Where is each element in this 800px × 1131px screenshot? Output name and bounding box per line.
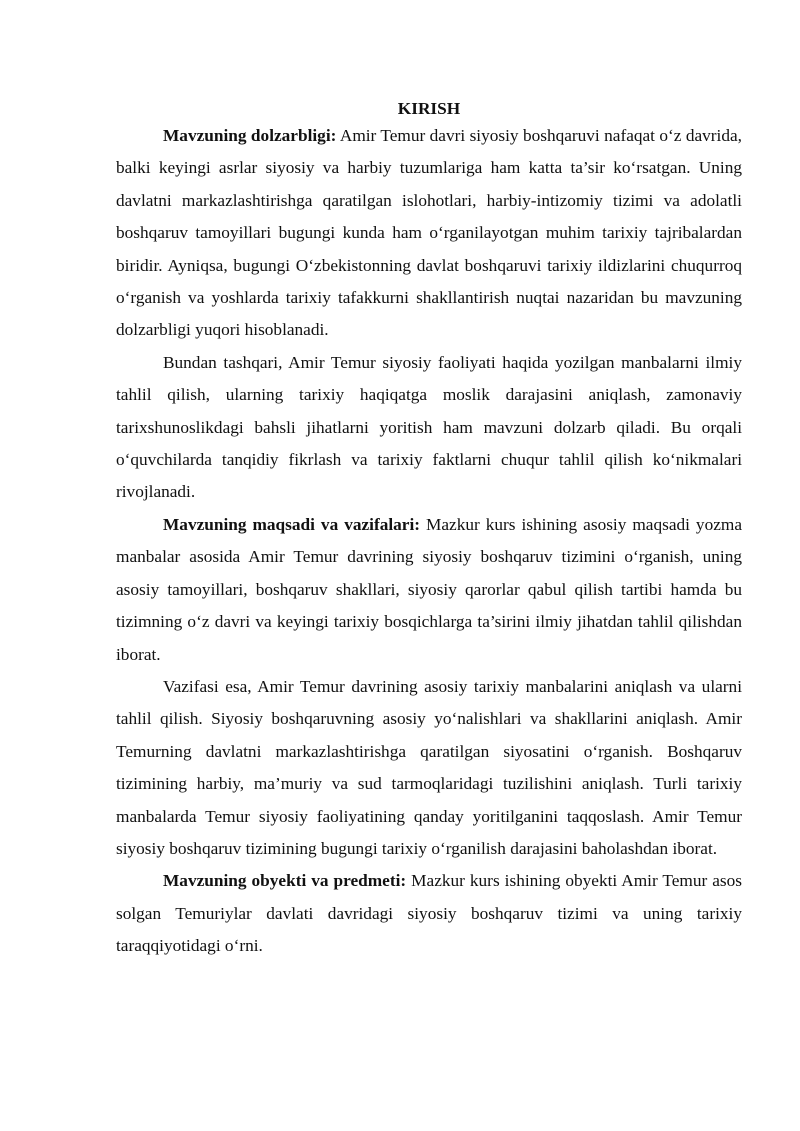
paragraph-text: Bundan tashqari, Amir Temur siyosiy faoliyati haqida yozilgan manbalarni ilmiy tahlil qilish, ularning tarixiy haqiqatga moslik darajasini aniqlash, zamonaviy tarixshunoslikdagi bahsli jihatlarni yoritish ham mavzuni dolzarb qiladi. Bu orqali o‘quvchilarda tanqidiy fikrlash va tarixiy faktlarni chuqur tahlil qilish ko‘nikmalari rivojlanadi. bbox=[116, 352, 742, 502]
paragraph-lead: Mavzuning dolzarbligi: bbox=[163, 126, 337, 145]
document-title: KIRISH bbox=[397, 99, 461, 118]
paragraph-goals bbox=[116, 509, 742, 671]
paragraph-text: Mazkur kurs ishining asosiy maqsadi yozma manbalar asosida Amir Temur davrining siyosiy boshqaruv tizimini o‘rganish, uning asosiy tamoyillari, boshqaruv shakllari, siyosiy qarorlar qabul qilish tartibi hamda bu tizimning o‘z davri va keyingi tarixiy bosqichlarga ta’sirini ilmiy jihatdan tahlil qilishdan iborat. bbox=[116, 514, 742, 664]
paragraph-lead: Mavzuning maqsadi va vazifalari: bbox=[163, 514, 421, 534]
paragraph-tasks bbox=[116, 671, 742, 865]
paragraph-object bbox=[116, 865, 742, 962]
paragraph-text: Vazifasi esa, Amir Temur davrining asosiy tarixiy manbalarini aniqlash va ularni tahlil qilish. Siyosiy boshqaruvning asosiy yo‘nalishlari va shakllarini aniqlash. Amir Temurning davlatni markazlashtirishga qaratilgan siyosatini o‘rganish. Boshqaruv tizimining harbiy, ma’muriy va sud tarmoqlaridagi tuzilishini aniqlash. Turli tarixiy manbalarda Temur siyosiy faoliyatining qanday yoritilganini taqqoslash. Amir Temur siyosiy boshqaruv tizimining bugungi tarixiy o‘rganilish darajasini baholashdan iborat. bbox=[116, 676, 742, 858]
paragraph-relevance bbox=[116, 120, 742, 347]
document-page bbox=[116, 96, 742, 963]
paragraph-additional bbox=[116, 347, 742, 509]
paragraph-text: Amir Temur davri siyosiy boshqaruvi nafaqat o‘z davrida, balki keyingi asrlar siyosiy va harbiy tuzumlariga ham katta ta’sir ko‘rsatgan. Uning davlatni markazlashtirishga qaratilgan islohotlari, harbiy-intizomiy tizimi va adolatli boshqaruv tamoyillari bugungi kunda ham o‘rganilayotgan muhim tarixiy tajribalardan biridir. Ayniqsa, bugungi O‘zbekistonning davlat boshqaruvi tarixiy ildizlarini chuqurroq o‘rganish va yoshlarda tarixiy tafakkurni shakllantirish nuqtai nazaridan bu mavzuning dolzarbligi yuqori hisoblanadi. bbox=[116, 126, 742, 340]
paragraph-text: Mazkur kurs ishining obyekti Amir Temur asos solgan Temuriylar davlati davridagi siyosiy boshqaruv tizimi va uning tarixiy taraqqiyotidagi o‘rni. bbox=[116, 871, 742, 956]
paragraph-lead: Mavzuning obyekti va predmeti: bbox=[163, 871, 407, 891]
